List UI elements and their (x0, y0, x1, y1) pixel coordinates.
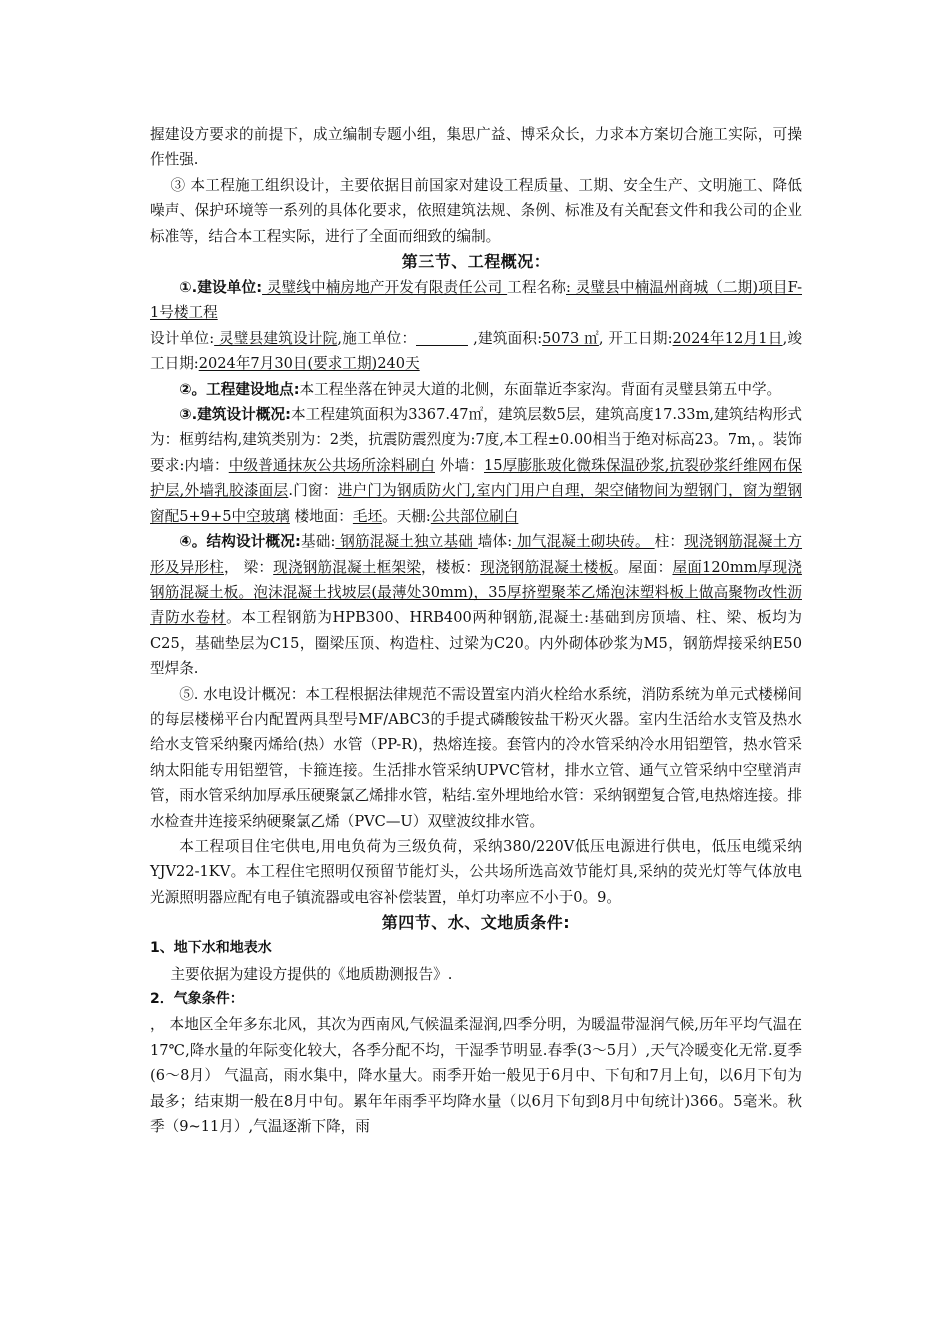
intro-paragraph-2: ③ 本工程施工组织设计，主要依据目前国家对建设工程质量、工期、安全生产、文明施工、降低噪声、保护环境等一系列的具体化要求，依照建筑法规、条例、标准及有关配套文件和我公司的企业标准等，结合本工程实际，进行了全面而细致的编制。 (150, 176, 802, 245)
item-3-paragraph (150, 402, 802, 529)
start-date-label: , 开工日期: (598, 329, 673, 347)
owner-value: 灵璧线中楠房地产开发有限责任公司 (262, 279, 508, 297)
door-label: .门窗： (288, 482, 338, 500)
roof-label: 。屋面： (613, 558, 673, 576)
outer-wall-value: 15厚膨胀玻化微珠保温砂浆,抗裂砂浆纤维网布保护层,外墙乳胶漆面层 (150, 456, 802, 500)
start-date-value: 2024年12月1日 (672, 329, 783, 347)
contractor-blank (416, 329, 468, 346)
column-label: 柱： (654, 533, 685, 551)
item-4-label: ④。结构设计概况: (179, 533, 301, 551)
item-2-label: ②。工程建设地点: (179, 380, 300, 398)
end-date-value: 2024年7月30日(要求工期)240天 (198, 355, 420, 373)
area-value: 5073 ㎡ (542, 329, 599, 347)
ceiling-label: 。天棚: (382, 507, 431, 525)
floor-value: 毛坯 (352, 507, 383, 525)
door-value: 进户门为钢质防火门,室内门用户自理，架空储物间为塑钢门，窗为塑钢窗配5+9+5中空玻璃 (150, 482, 802, 525)
designer-label: 设计单位: (150, 329, 215, 347)
section-3-heading: 第三节、工程概况： (401, 252, 551, 272)
ceiling-value: 公共部位刷白 (430, 507, 519, 525)
section-4-heading: 第四节、水、文地质条件: (381, 913, 571, 933)
item-3-text: 本工程建筑面积为3367.47㎡，建筑层数5层，建筑高度17.33m,建筑结构形式为：框剪结构,建筑类别为：2类，抗震防震烈度为:7度,本工程±0.00相当于绝对标高23。7m，。装饰要求:内墙： (150, 406, 802, 474)
item-4-paragraph (150, 529, 802, 681)
subsection-2-title: 2．气象条件： (150, 991, 244, 1007)
item-2-paragraph (150, 377, 802, 402)
slab-label: ，楼板： (421, 558, 481, 576)
column-value: 现浇钢筋混凝土方形及异形柱 (150, 533, 803, 576)
floor-label: 楼地面： (289, 507, 353, 525)
project-name-value: : 灵璧县中楠温州商城（二期)项目F-1号楼工程 (150, 279, 802, 322)
wall-value: 加气混凝土砌块砖。 (512, 533, 655, 551)
item-3-label: ③.建筑设计概况: (179, 406, 291, 424)
project-name-label: 工程名称 (507, 279, 567, 297)
subsection-1-text: 主要依据为建设方提供的《地质勘测报告》. (170, 965, 453, 983)
item-5-paragraph: ⑤. 水电设计概况：本工程根据法律规范不需设置室内消火栓给水系统，消防系统为单元式楼梯间的每层楼梯平台内配置两具型号MF/ABC3的手提式磷酸铵盐干粉灭火器。室内生活给水支管及热水给水支管采纳聚丙烯给(热）水管（PP-R)，热熔连接。套管内的冷水管采纳冷水用铝塑管，热水管采纳太阳能专用铝塑管，卡箍连接。生活排水管采纳UPVC管材，排水立管、通气立管采纳中空壁消声管，雨水管采纳加厚承压硬聚氯乙烯排水管，粘结.室外埋地给水管：采纳钢塑复合管,电热熔连接。排水检查井连接采纳硬聚氯乙烯（PVC—U）双壁波纹排水管。 (150, 685, 802, 830)
roof-value: 屋面120mm厚现浇钢筋混凝土板。泡沫混凝土找坡层(最薄处30mm)，35厚挤塑聚苯乙烯泡沫塑料板上做高聚物改性沥青防水卷材 (150, 558, 802, 627)
slab-value: 现浇钢筋混凝土楼板 (480, 558, 614, 576)
beam-label: ， 梁： (223, 558, 274, 576)
designer-value: 灵璧县建筑设计院 (214, 329, 338, 347)
item-1-details (150, 326, 802, 377)
intro-paragraph-1: 握建设方要求的前提下，成立编制专题小组，集思广益、博采众长，力求本方案切合施工实际，可操作性强. (150, 126, 802, 169)
subsection-1-title: 1、地下水和地表水 (150, 940, 272, 957)
end-date-label: ,竣工日期: (150, 329, 803, 373)
document-page (150, 122, 802, 1139)
item-1-label: ①.建设单位: (179, 279, 263, 297)
outer-wall-label: 外墙： (435, 456, 484, 474)
wall-label: 墙体: (477, 533, 513, 551)
item-1-paragraph (150, 275, 802, 326)
foundation-label: 基础: (300, 533, 336, 551)
beam-value: 现浇钢筋混凝土框架梁 (273, 558, 422, 576)
inner-wall-value: 中级普通抹灰公共场所涂料刷白 (228, 456, 435, 474)
subsection-2-text: ， 本地区全年多东北风，其次为西南风,气候温柔湿润,四季分明，为暖温带湿润气候,历年平均气温在17℃,降水量的年际变化较大，各季分配不均，干湿季节明显.春季(3～5月）,天气冷暖变化无常.夏季(6～8月） 气温高，雨水集中，降水量大。雨季开始一般见于6月中、下旬和7月上旬，以6月下旬为最多；结束期一般在8月中旬。累年年雨季平均降水量（以6月下旬到8月中旬统计)366。5毫米。秋季（9~11月）,气温逐渐下降，雨 (150, 1016, 802, 1136)
foundation-value: 钢筋混凝土独立基础 (335, 533, 478, 551)
power-paragraph: 本工程项目住宅供电,用电负荷为三级负荷，采纳380/220V低压电源进行供电，低压电缆采纳YJV22-1KV。本工程住宅照明仅预留节能灯头，公共场所选高效节能灯具,采纳的荧光灯等气体放电光源照明器应配有电子镇流器或电容补偿装置，单灯功率应不小于0。9。 (150, 837, 802, 906)
area-label: ,建筑面积: (468, 329, 543, 347)
item-4-rest: 。本工程钢筋为HPB300、HRB400两种钢筋,混凝土:基础到房顶墙、柱、梁、板均为C25，基础垫层为C15，圈梁压顶、构造柱、过梁为C20。内外砌体砂浆为M5，钢筋焊接采纳E50型焊条. (150, 609, 802, 678)
item-2-text: 本工程坐落在钟灵大道的北侧，东面靠近李家沟。背面有灵璧县第五中学。 (299, 380, 782, 398)
contractor-label: ,施工单位： (337, 329, 417, 347)
